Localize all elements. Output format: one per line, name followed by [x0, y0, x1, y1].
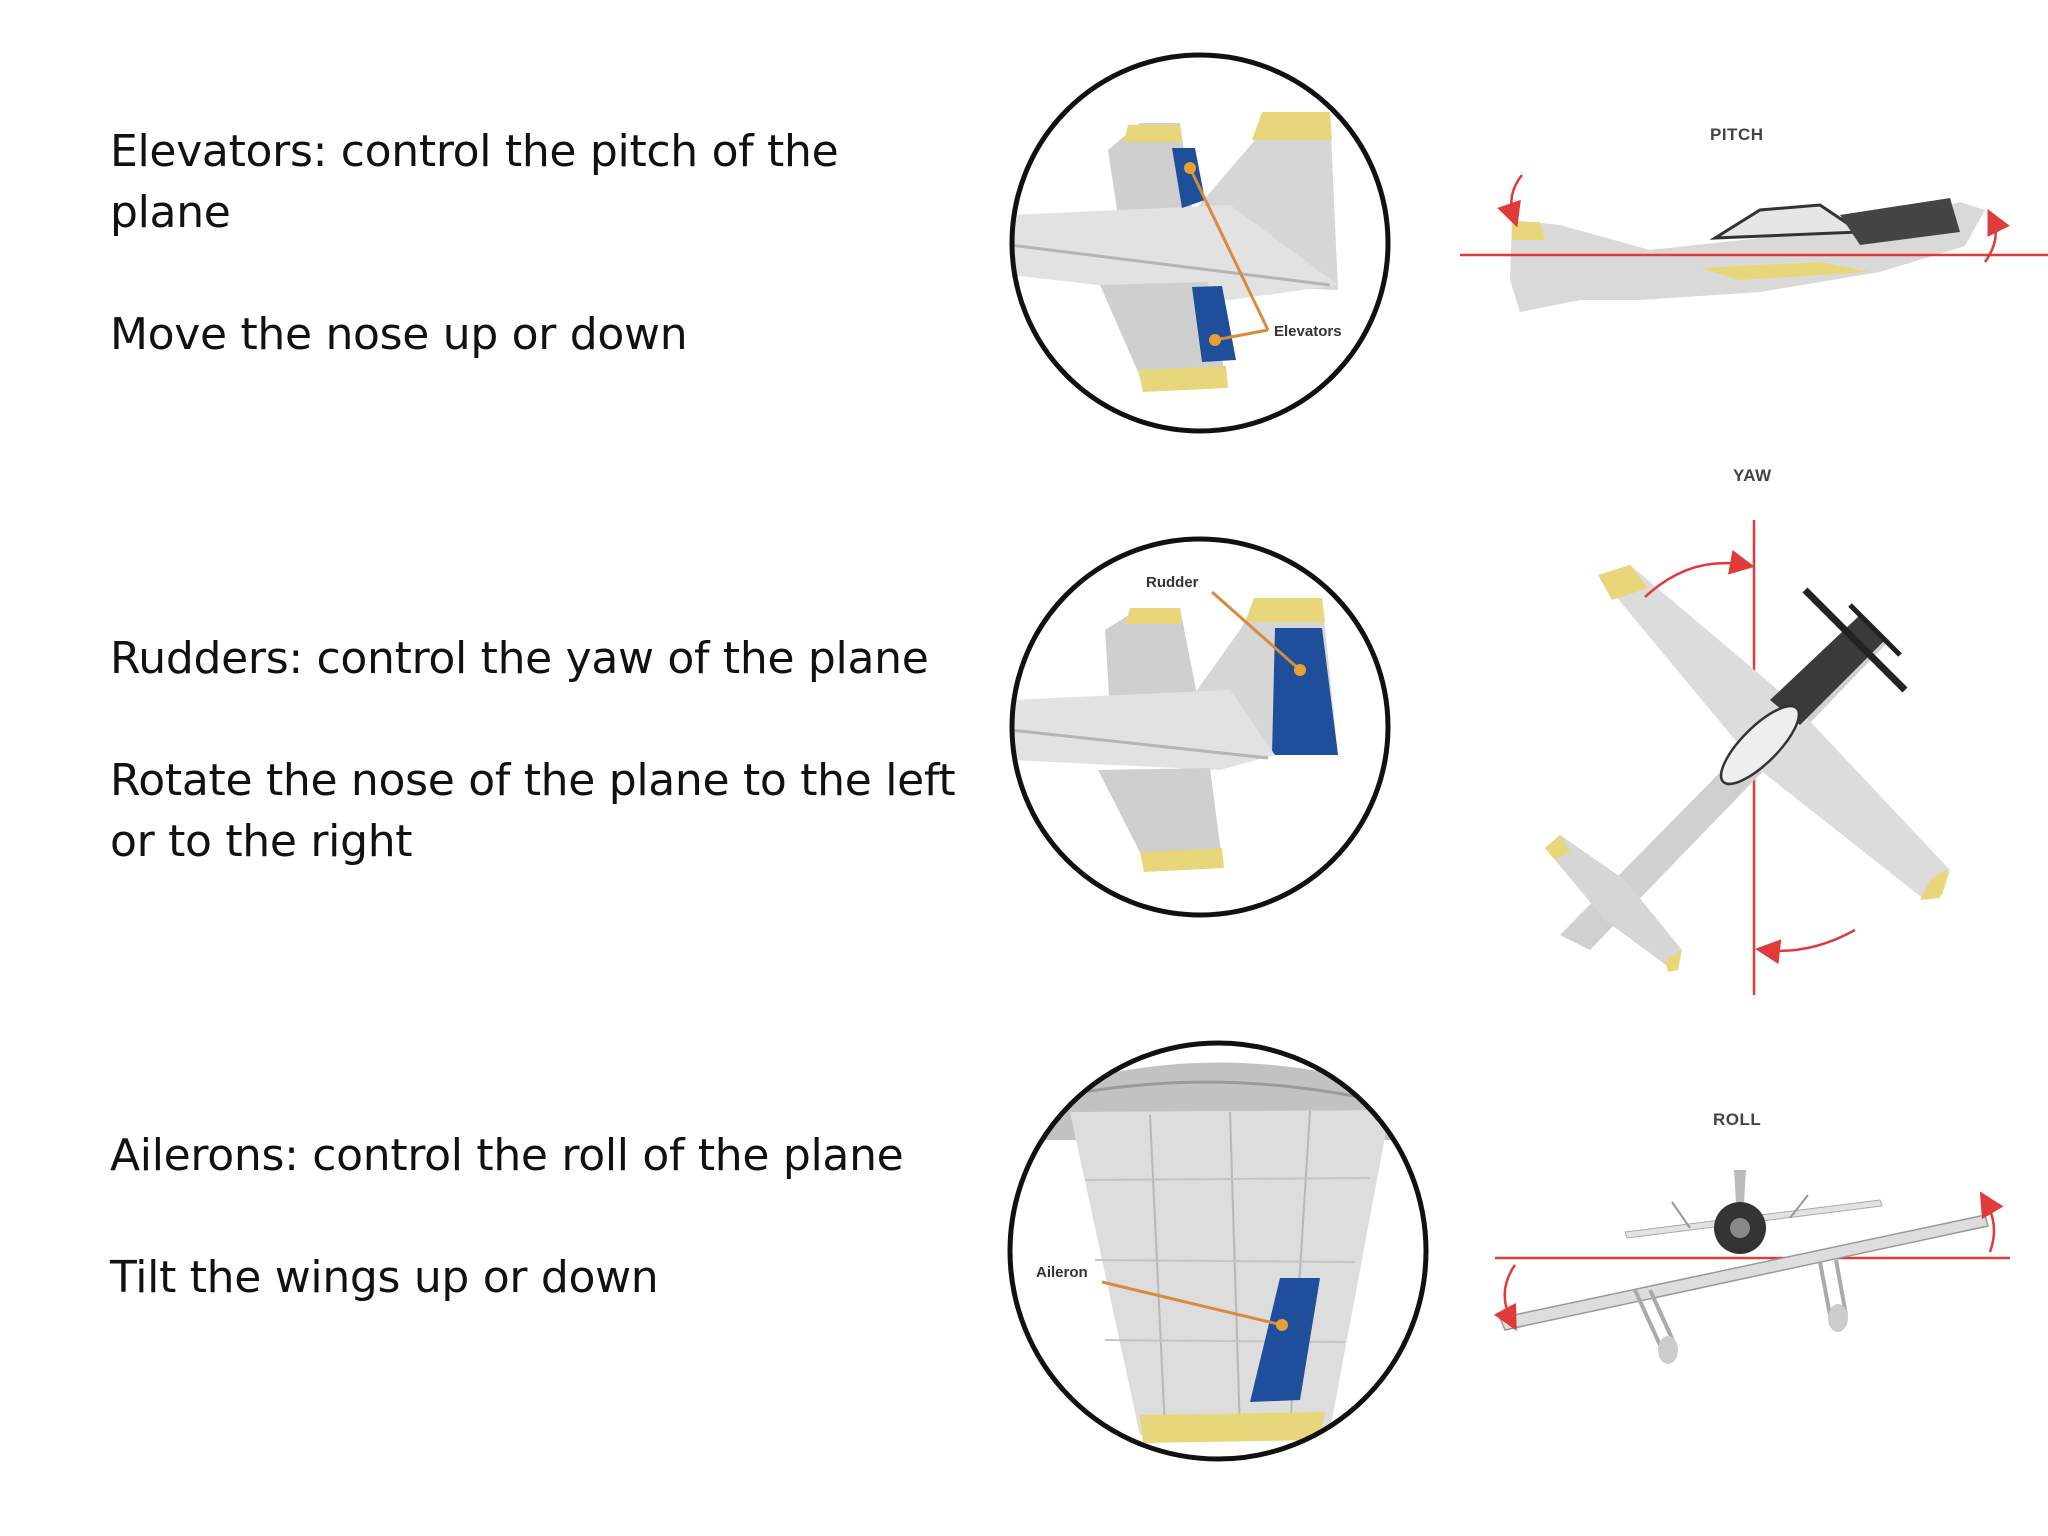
elevators-callout: Elevators: [1274, 323, 1342, 340]
yaw-illustration: [1545, 466, 1950, 995]
rudders-description-line2: or to the right: [110, 816, 413, 867]
pitch-caption: PITCH: [1710, 125, 1764, 144]
elevators-description: Move the nose up or down: [110, 309, 688, 360]
roll-caption: ROLL: [1713, 1110, 1762, 1129]
rudder-detail-circle: [1000, 530, 1400, 930]
rudders-heading: Rudders: control the yaw of the plane: [110, 633, 929, 684]
aileron-detail-circle: [1000, 1030, 1440, 1470]
aileron-callout: Aileron: [1036, 1264, 1088, 1281]
ailerons-description: Tilt the wings up or down: [110, 1252, 659, 1303]
elevators-detail-circle: [1000, 50, 1400, 450]
rudder-callout: Rudder: [1146, 574, 1199, 591]
rudders-description-line1: Rotate the nose of the plane to the left: [110, 755, 956, 806]
yaw-caption: YAW: [1733, 466, 1772, 485]
pitch-illustration: [1460, 125, 2048, 312]
ailerons-heading: Ailerons: control the roll of the plane: [110, 1130, 904, 1181]
elevators-heading: Elevators: control the pitch of the plane: [110, 126, 839, 238]
roll-illustration: [1495, 1110, 2010, 1364]
